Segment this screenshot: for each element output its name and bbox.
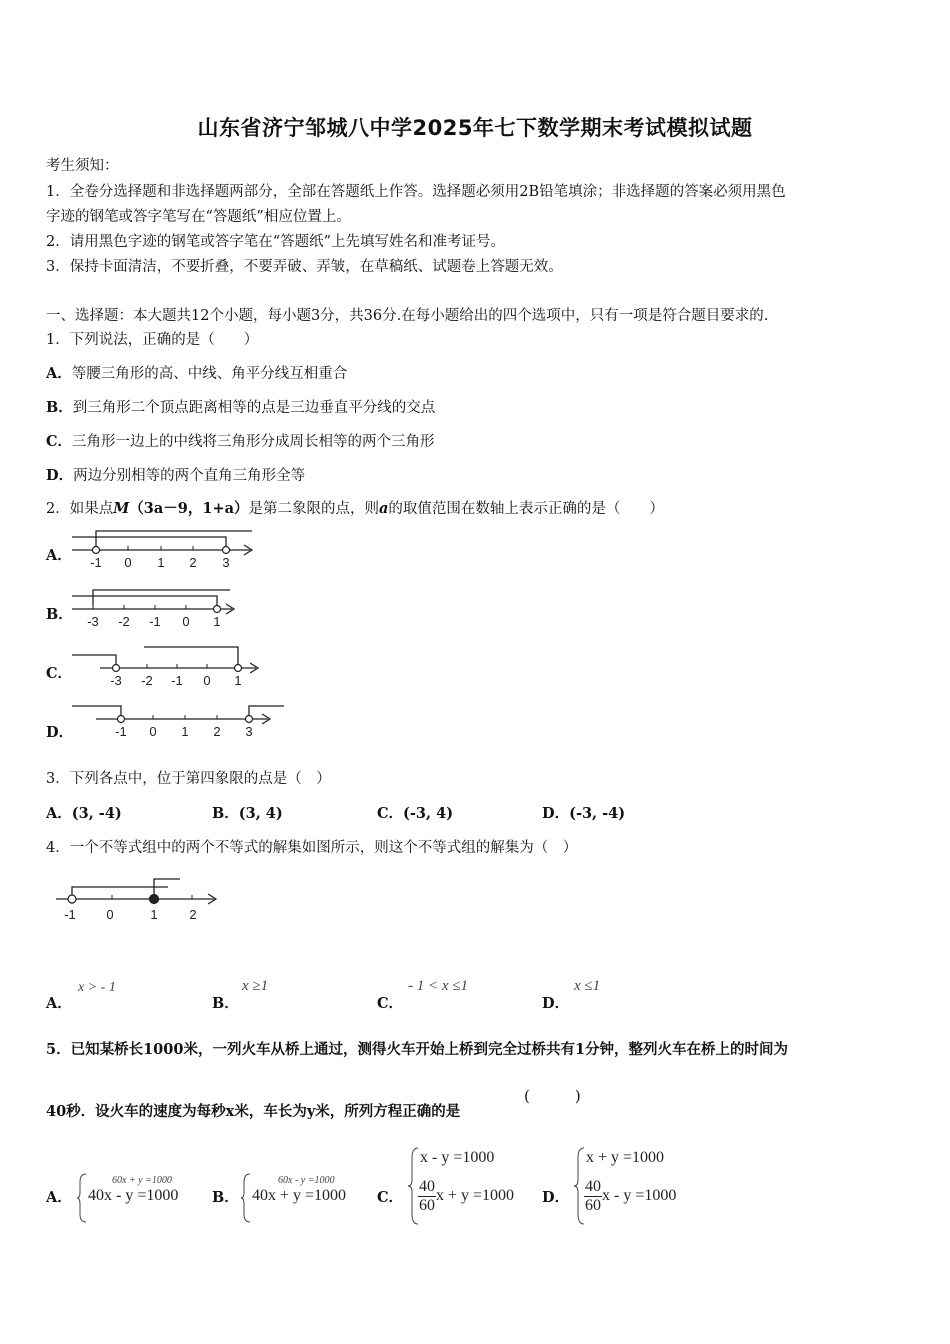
q4-numberline <box>52 874 227 926</box>
notice-item-1: 1．全卷分选择题和非选择题两部分，全部在答题纸上作答。选择题必须用2B铅笔填涂；非选择题的答案必须用黑色 <box>46 184 786 200</box>
tick-label: -2 <box>141 673 153 688</box>
tick-label: 2 <box>213 724 221 739</box>
tick-label: 1 <box>213 614 221 629</box>
q5-option-a-bottom: 40x - y =1000 <box>88 1187 179 1204</box>
tick-label: 1 <box>157 555 165 570</box>
tick-label: -1 <box>64 907 76 922</box>
q1-option-c: C．三角形一边上的中线将三角形分成周长相等的两个三角形 <box>46 433 435 450</box>
q4-option-d-formula: x ≤1 <box>574 978 601 994</box>
tick-label: -1 <box>171 673 183 688</box>
q1-option-d: D．两边分别相等的两个直角三角形全等 <box>46 467 306 484</box>
q4-option-a-label: A． <box>46 995 72 1012</box>
notice-item-1-cont: 字迹的钢笔或答字笔写在“答题纸”相应位置上。 <box>46 209 351 225</box>
q5-option-b-label: B． <box>212 1189 239 1206</box>
q5-option-c-top: x - y =1000 <box>420 1149 495 1166</box>
q4-option-b-formula: x ≥1 <box>242 978 269 994</box>
q2-option-a-label: A． <box>46 547 72 564</box>
q3-option-a: A．(3, -4) <box>46 805 122 822</box>
q5-option-c-label: C． <box>377 1189 404 1206</box>
q5-option-a-top: 60x + y =1000 <box>112 1175 172 1186</box>
q2-option-d-label: D． <box>46 724 74 741</box>
q5-stem-line1: 5．已知某桥长1000米，一列火车从桥上通过，测得火车开始上桥到完全过桥共有1分钟，整列火车在桥上的时间为 <box>46 1041 789 1058</box>
q3-option-b: B．(3, 4) <box>212 805 283 822</box>
tick-label: 2 <box>189 907 197 922</box>
q4-option-c-label: C． <box>377 995 404 1012</box>
q2-option-b-label: B． <box>46 606 73 623</box>
q3-stem: 3．下列各点中，位于第四象限的点是（ ） <box>46 771 331 787</box>
tick-label: 1 <box>150 907 158 922</box>
q4-stem: 4．一个不等式组中的两个不等式的解集如图所示，则这个不等式组的解集为（ ） <box>46 840 578 856</box>
q5-option-d-label: D． <box>542 1189 570 1206</box>
tick-label: 0 <box>124 555 132 570</box>
tick-label: -3 <box>110 673 122 688</box>
q2-option-c-label: C． <box>46 665 73 682</box>
tick-label: -2 <box>118 614 130 629</box>
q1-option-a: A．等腰三角形的高、中线、角平分线互相重合 <box>46 365 348 382</box>
q4-option-b-label: B． <box>212 995 239 1012</box>
page-title: 山东省济宁邹城八中学2025年七下数学期末考试模拟试题 <box>197 116 753 140</box>
q5-option-b-bottom: 40x + y =1000 <box>252 1187 347 1204</box>
q2-option-b-numberline <box>72 585 247 633</box>
q2-option-d-numberline <box>72 703 287 751</box>
fraction: $\frac{40}{60}$ <box>585 1178 601 1214</box>
q2-option-c-numberline <box>72 644 267 692</box>
tick-label: 3 <box>245 724 253 739</box>
q4-option-c-formula: - 1 < x ≤1 <box>408 978 469 994</box>
section-heading: 一、选择题：本大题共12个小题，每小题3分，共36分.在每小题给出的四个选项中，只有一项是符合题目要求的. <box>46 308 769 324</box>
notice-item-2: 2．请用黑色字迹的钢笔或答字笔在“答题纸”上先填写姓名和准考证号。 <box>46 234 506 250</box>
brace-icon <box>76 1172 88 1224</box>
q3-option-c: C．(-3, 4) <box>377 805 454 822</box>
tick-label: -1 <box>115 724 127 739</box>
tick-label: -3 <box>87 614 99 629</box>
q5-stem-line2: 40秒．设火车的速度为每秒x米，车长为y米，所列方程正确的是 <box>46 1103 461 1120</box>
tick-label: -1 <box>149 614 161 629</box>
tick-label: -1 <box>90 555 102 570</box>
tick-label: 0 <box>203 673 211 688</box>
tick-label: 0 <box>149 724 157 739</box>
tick-label: 0 <box>106 907 114 922</box>
q1-option-b: B．到三角形二个顶点距离相等的点是三边垂直平分线的交点 <box>46 399 436 416</box>
q5-option-c-bottom: $\frac{40}{60}$ x + y =1000 <box>419 1178 515 1214</box>
tick-label: 0 <box>182 614 190 629</box>
tick-label: 1 <box>234 673 242 688</box>
q5-option-d-bottom: $\frac{40}{60}$ x - y =1000 <box>585 1178 677 1214</box>
q5-option-a-label: A． <box>46 1189 72 1206</box>
fraction: $\frac{40}{60}$ <box>419 1178 435 1214</box>
q3-option-d: D．(-3, -4) <box>542 805 626 822</box>
q5-option-d-top: x + y =1000 <box>586 1149 665 1166</box>
q2-option-a-numberline <box>72 526 272 574</box>
tick-label: 1 <box>181 724 189 739</box>
notice-heading: 考生须知： <box>46 158 119 174</box>
tick-label: 3 <box>222 555 230 570</box>
q4-option-d-label: D． <box>542 995 570 1012</box>
q5-answer-paren: ( ) <box>524 1087 581 1105</box>
brace-icon <box>240 1172 252 1224</box>
notice-item-3: 3．保持卡面清洁，不要折叠，不要弄破、弄皱，在草稿纸、试题卷上答题无效。 <box>46 259 563 275</box>
tick-label: 2 <box>189 555 197 570</box>
q2-stem: 2．如果点M（3a－9，1+a）是第二象限的点，则a的取值范围在数轴上表示正确的是（ ） <box>46 500 664 517</box>
q4-option-a-formula: x > - 1 <box>78 980 116 995</box>
q5-option-b-top: 60x - y =1000 <box>278 1175 335 1186</box>
q1-stem: 1．下列说法，正确的是（ ） <box>46 332 259 348</box>
